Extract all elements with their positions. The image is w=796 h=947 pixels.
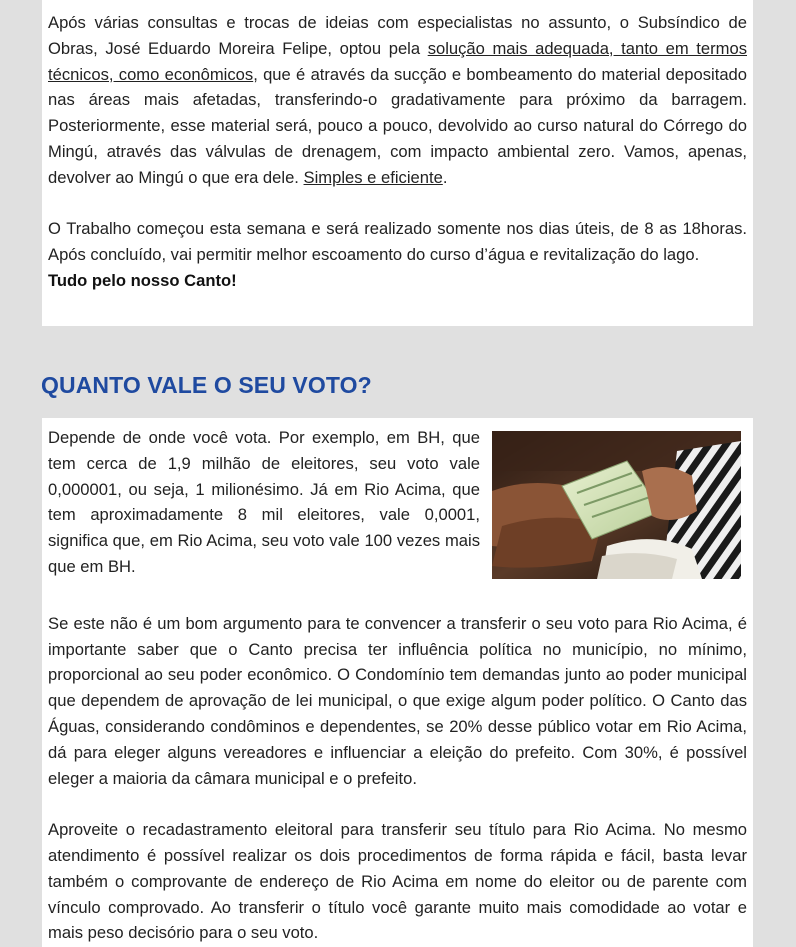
simple-efficient-link[interactable]: Simples e eficiente [303,167,443,187]
closing-text: Tudo pelo nosso Canto! [48,270,237,290]
article-paragraph-1 [48,10,747,191]
vote-paragraph-2: Se este não é um bom argumento para te convencer a transferir o seu voto para Rio Acima, é importante saber que o Canto precisa ter influência política no município, no mínimo, proporcional ao seu poder econômico. O Condomínio tem demandas junto ao poder municipal que dependem de aprovação de lei municipal, o que exige algum poder político. O Canto das Águas, considerando condôminos e dependentes, se 20% desse público votar em Rio Acima, dá para eleger alguns vereadores e influenciar a eleição do prefeito. Com 30%, é possível eleger a maioria da câmara municipal e o prefeito. [48,613,747,788]
paragraph-text: Após várias consultas e trocas de ideias com especialistas no assunto, o Subsíndico de Obras, José Eduardo Moreira Felipe, optou pela [48,13,747,58]
paragraph-gap [48,585,747,611]
paragraph-text: . [442,167,448,187]
vote-paragraph-3: Aproveite o recadastramento eleitoral para transferir seu título para Rio Acima. No mesmo atendimento é possível realizar os dois procedimentos de forma rápida e fácil, basta levar também o comprovante de endereço de Rio Acima em nome do eleitor ou de parente com vínculo comprovado. Ao transferir o título você garante muito mais comodidade ao votar e mais peso decisório para o seu voto. [48,820,747,943]
paragraph-gap [48,191,747,217]
solution-link[interactable]: solução mais adequada, tanto em termos técnicos, como econômicos [48,38,747,84]
paragraph-gap [48,791,747,817]
paragraph-text: , que é através da sucção e bombeamento do material depositado nas áreas mais afetadas, transferindo-o gradativamente para próximo da barragem. Posteriormente, esse material será, pouco a pouco, devolvido ao curso natural do Córrego do Mingú, através das válvulas de drenagem, com impacto ambiental zero. Vamos, apenas, devolver ao Mingú o que era dele. [48,64,748,187]
article-card-drainage [42,0,753,326]
section-title: QUANTO VALE O SEU VOTO? [41,372,372,398]
article-card-vote [42,418,753,947]
article-paragraph-2: O Trabalho começou esta semana e será realizado somente nos dias úteis, de 8 as 18horas. Após concluído, vai permitir melhor escoamento do curso d’água e revitalização do lago. [48,219,747,265]
closing-line [48,268,747,294]
vote-paragraph-1: Depende de onde você vota. Por exemplo, em BH, que tem cerca de 1,9 milhão de eleitores, seu voto vale 0,000001, ou seja, 1 milionésimo. Já em Rio Acima, que tem aproximadamente 8 mil eleitores, vale 0,0001, significa que, em Rio Acima, seu voto vale 100 vezes mais que em BH. [48,428,480,576]
voter-card-photo [492,431,741,579]
